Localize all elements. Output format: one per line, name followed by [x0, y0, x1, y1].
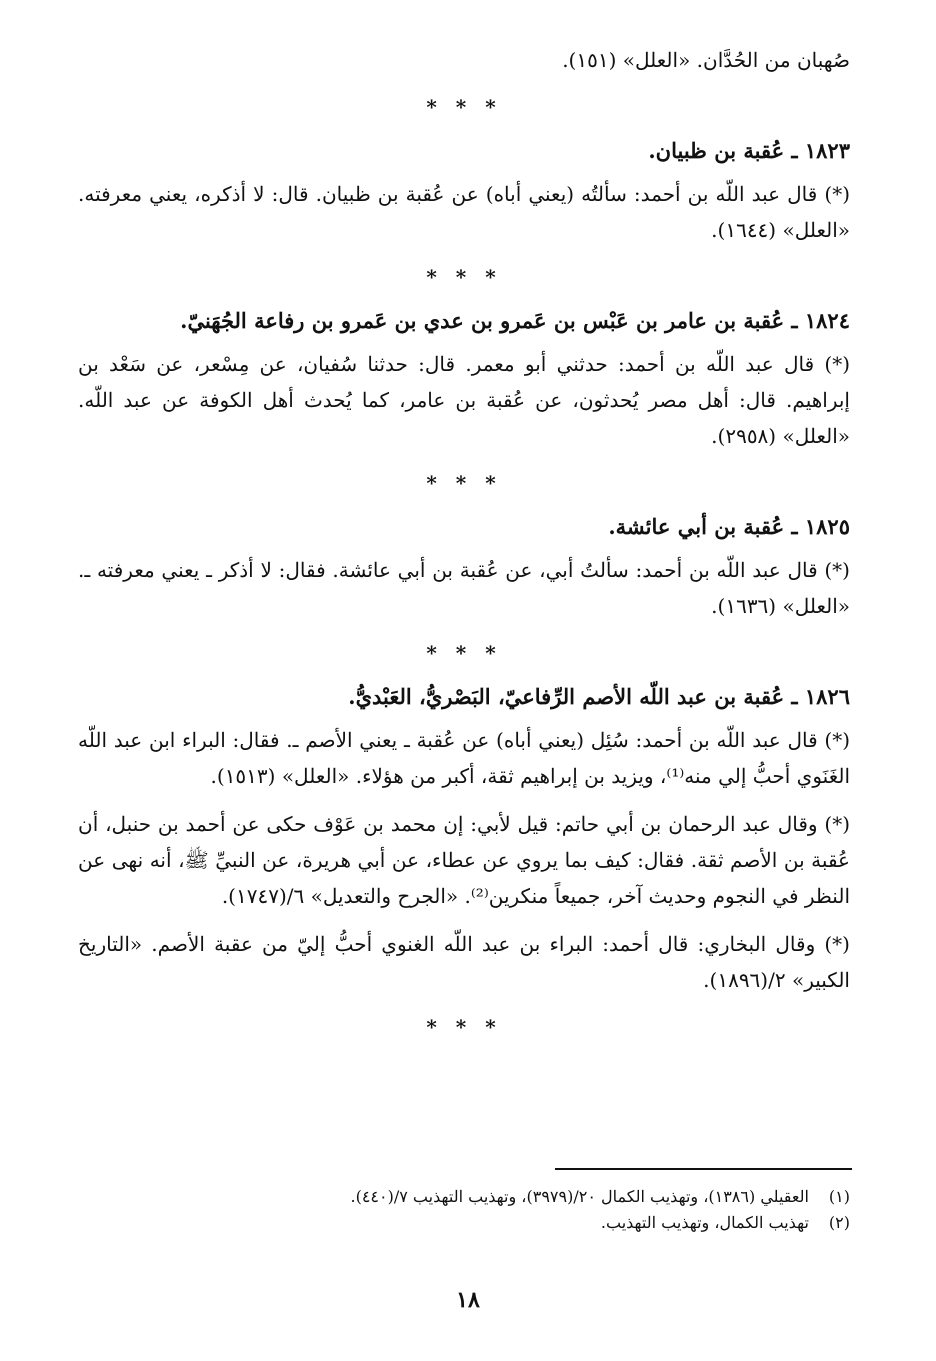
page-body — [78, 42, 850, 1052]
footnotes — [78, 1184, 850, 1236]
entry-1825 — [78, 508, 850, 624]
entry-1826 — [78, 678, 850, 998]
separator: * * * — [426, 1015, 502, 1039]
entry-paragraph: (*) قال عبد اللّه بن أحمد: سُئِل (يعني أباه) عن عُقبة ـ يعني الأصم ـ. فقال: البراء ابن عبد اللّه الغَنَوي أحبُّ إلي منه⁽¹⁾، ويزيد بن إبراهيم ثقة، أكبر من هؤلاء. «العلل» (١٥١٣). — [78, 728, 850, 788]
entry-heading: ١٨٢٤ ـ عُقبة بن عامر بن عَبْس بن عَمرو بن عدي بن عَمرو بن رفاعة الجُهَنيّ. — [180, 308, 850, 333]
footnote-item — [78, 1184, 850, 1210]
footnote-text: تهذيب الكمال، وتهذيب التهذيب. — [600, 1213, 809, 1232]
page-number: ١٨ — [456, 1287, 480, 1313]
entry-heading: ١٨٢٦ ـ عُقبة بن عبد اللّه الأصم الرِّفاعيّ، البَصْريُّ، العَبْديُّ. — [348, 684, 850, 709]
footnote-number: (٢) — [828, 1213, 850, 1232]
entry-paragraph: (*) وقال عبد الرحمان بن أبي حاتم: قيل لأبي: إن محمد بن عَوْف حكى عن أحمد بن حنبل، أن عُقبة بن الأصم ثقة. فقال: كيف بما يروي عن عطاء، عن أبي هريرة، عن النبيِّ ﷺ، أنه نهى عن النظر في النجوم وحديث آخر، جميعاً منكرين⁽²⁾. «الجرح والتعديل» ٦/(١٧٤٧). — [78, 812, 850, 908]
entry-paragraph: (*) قال عبد اللّه بن أحمد: حدثني أبو معمر. قال: حدثنا سُفيان، عن مِسْعر، عن سَعْد بن إبراهيم. قال: أهل مصر يُحدثون، عن عُقبة بن عامر، كما يُحدث أهل الكوفة عن عبد اللّه. «العلل» (٢٩٥٨). — [78, 352, 850, 448]
footnote-text: العقيلي (١٣٨٦)، وتهذيب الكمال ٢٠/(٣٩٧٩)، وتهذيب التهذيب ٧/(٤٤٠). — [350, 1187, 809, 1206]
separator: * * * — [426, 265, 502, 289]
separator: * * * — [426, 471, 502, 495]
separator: * * * — [426, 95, 502, 119]
footnote-item — [78, 1210, 850, 1236]
footnote-divider — [555, 1168, 852, 1170]
entry-paragraph: (*) وقال البخاري: قال أحمد: البراء بن عبد اللّه الغنوي أحبُّ إليّ من عقبة الأصم. «التاريخ الكبير» ٢/(١٨٩٦). — [78, 932, 850, 992]
footnote-number: (١) — [828, 1187, 850, 1206]
entry-paragraph: (*) قال عبد اللّه بن أحمد: سألتُ أبي، عن عُقبة بن أبي عائشة. فقال: لا أذكر ـ يعني معرفته ـ. «العلل» (١٦٣٦). — [78, 558, 850, 618]
separator: * * * — [426, 641, 502, 665]
entry-heading: ١٨٢٥ ـ عُقبة بن أبي عائشة. — [608, 514, 850, 539]
entry-1824 — [78, 302, 850, 454]
entry-paragraph: (*) قال عبد اللّه بن أحمد: سألتُه (يعني أباه) عن عُقبة بن ظبيان. قال: لا أذكره، يعني معرفته. «العلل» (١٦٤٤). — [78, 182, 850, 242]
entry-1823 — [78, 132, 850, 248]
intro-line: صُهبان من الحُدَّان. «العلل» (١٥١). — [562, 48, 850, 72]
entry-heading: ١٨٢٣ ـ عُقبة بن ظبيان. — [648, 138, 850, 163]
